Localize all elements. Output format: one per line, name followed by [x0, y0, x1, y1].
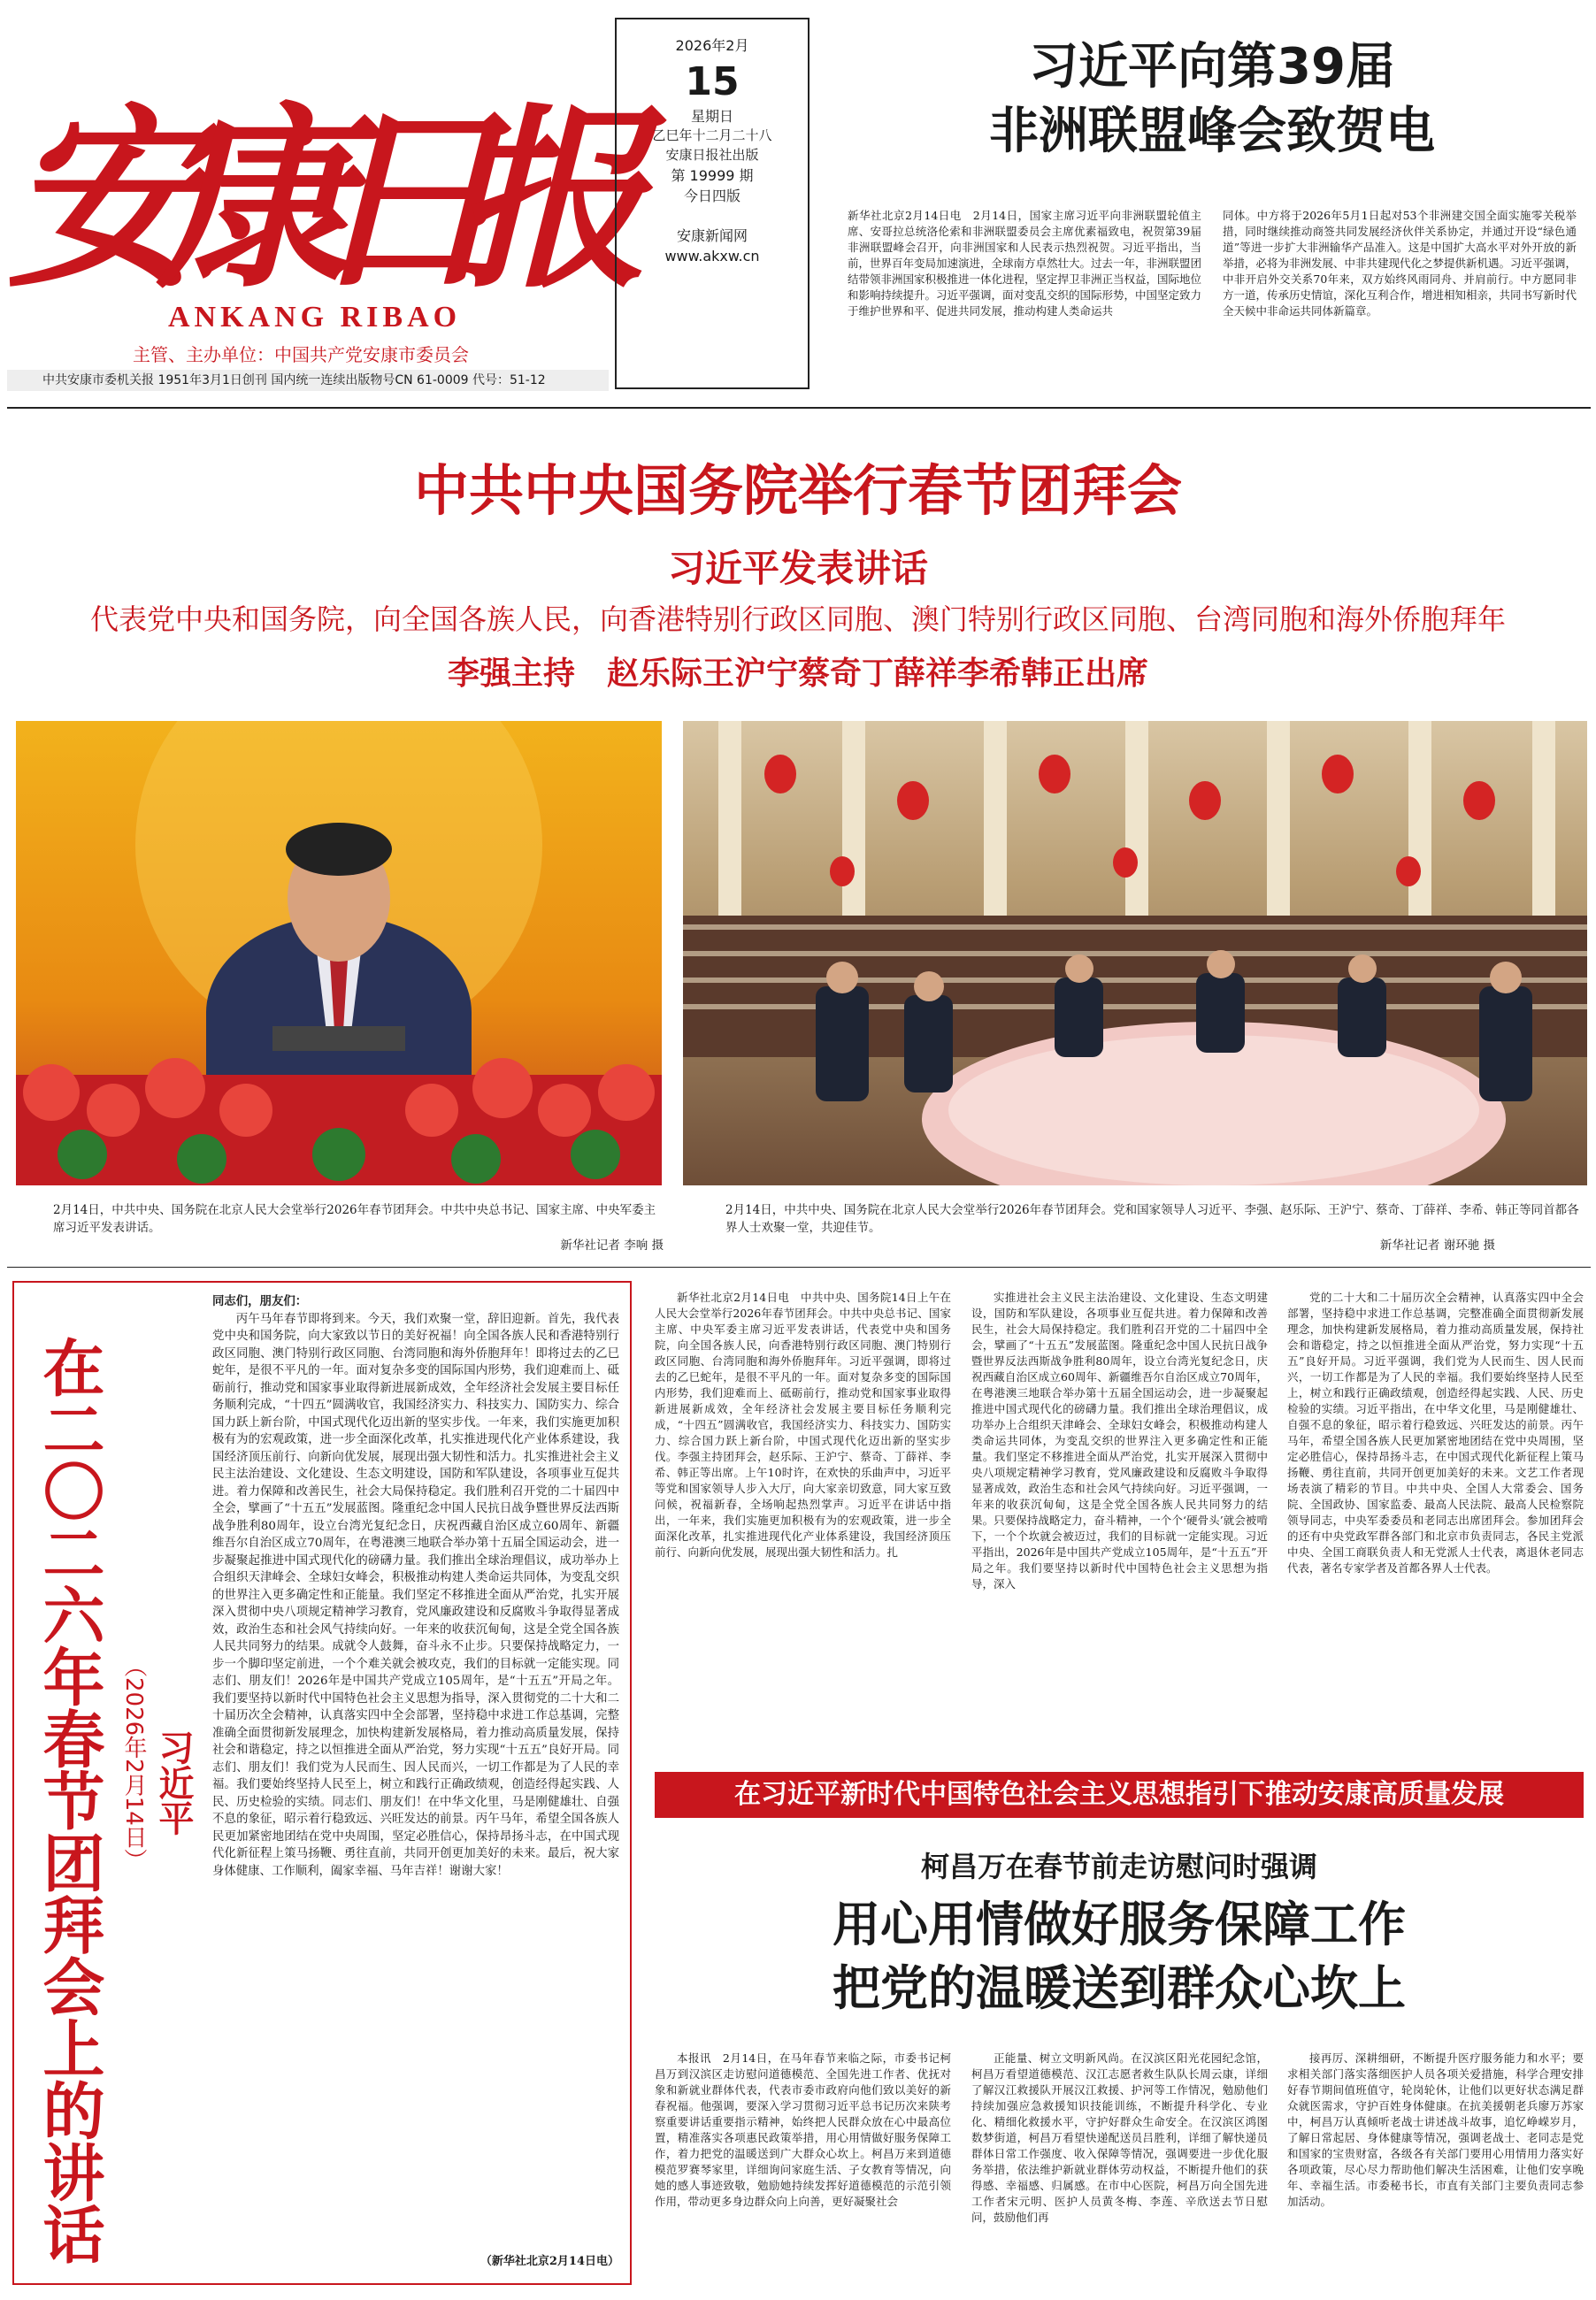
- top-story-col1: 新华社北京2月14日电 2月14日，国家主席习近平向非洲联盟轮值主席、安哥拉总统洛伦索和非洲联盟委员会主席优素福致电，祝贺第39届非洲联盟峰会召开，向非洲国家和人民表示热烈祝贺。习近平指出，当前，世界百年变局加速演进，全球南方卓然壮大。过去一年，非洲联盟团结带领非洲国家积极推进一体化进程，坚定捍卫非洲正当权益，国际地位和影响持续提升。习近平强调，面对变乱交织的国际形势，中国坚定致力于维护世界和平、促进共同发展，推动构建人类命运共: [848, 209, 1201, 318]
- local-headline-line2: 把党的温暖送到群众心坎上: [833, 1960, 1406, 2016]
- main-subheadline-3: 李强主持 赵乐际王沪宁蔡奇丁薛祥李希韩正出席: [447, 656, 1148, 692]
- masthead-sponsor: 主管、主办单位：中国共产党安康市委员会: [133, 344, 469, 365]
- speech-greeting: 同志们，朋友们：: [212, 1294, 308, 1308]
- date-weekday: 星期日: [690, 107, 733, 125]
- photo-rule: [7, 1267, 1591, 1268]
- date-publisher: 安康日报社出版: [665, 146, 759, 163]
- top-story-headline: [849, 35, 1575, 165]
- masthead-info-strip: 中共安康市委机关报 1951年3月1日创刊 国内统一连续出版物号CN 61-0009 代号：51-12: [7, 370, 609, 391]
- caption-right-text: 2月14日，中共中央、国务院在北京人民大会堂举行2026年春节团拜会。党和国家领导人习近平、李强、赵乐际、王沪宁、蔡奇、丁薛祥、李希、韩正等同首都各界人士欢聚一堂，共迎佳节。: [725, 1203, 1579, 1235]
- logo-char-3: 日: [308, 85, 495, 314]
- main-subheadline-1: 习近平发表讲话: [667, 547, 928, 590]
- speech-body: 丙午马年春节即将到来。今天，我们欢聚一堂，辞旧迎新。首先，我代表党中央和国务院，向大家致以节日的美好祝福！向全国各族人民和香港特别行政区同胞、澳门特别行政区同胞、台湾同胞和海外侨胞拜年！即将过去的乙巳蛇年，是很不平凡的一年。面对复杂多变的国际国内形势，我们迎难而上、砥砺前行，推动党和国家事业取得新进展新成效，全年经济社会发展主要目标任务顺利完成，“十四五”圆满收官，我国经济实力、科技实力、国防实力、综合国力跃上新台阶，中国式现代化迈出新的坚实步伐。一年来，我们实施更加积极有为的宏观政策，进一步全面深化改革，扎实推进现代化产业体系建设，我国经济顶压前行、向新向优发展，展现出强大韧性和活力。扎实推进社会主义民主法治建设、文化建设、生态文明建设，国防和军队建设，各项事业互促共进。着力保障和改善民生，社会大局保持稳定。我们胜利召开党的二十届四中全会，擘画了“十五五”发展蓝图。隆重纪念中国人民抗日战争暨世界反法西斯战争胜利80周年，设立台湾光复纪念日，庆祝西藏自治区成立60周年、新疆维吾尔自治区成立70周年，在粤港澳三地联合举办第十五届全国运动会，进一步凝聚起推进中国式现代化的磅礴力量。我们推出全球治理倡议，成功举办上合组织天津峰会、全球妇女峰会，积极推动构建人类命运共同体，为变乱交织的世界注入更多确定性和正能量。我们坚定不移推进全面从严治党，扎实开展深入贯彻中央八项规定精神学习教育，党风廉政建设和反腐败斗争取得显著成效，政治生态和社会风气持续向好。一年来的收获沉甸甸，这是全党全国各族人民共同努力的结果。成就令人鼓舞，奋斗永不止步。只要保持战略定力，一步一个脚印坚定前进，一个个难关就会被攻克，我们的目标就一定能实现。同志们、朋友们！2026年是中国共产党成立105周年，是“十五五”开局之年。我们要坚持以新时代中国特色社会主义思想为指导，深入贯彻党的二十大和二十届历次全会精神，认真落实四中全会部署，坚持稳中求进工作总基调，完整准确全面贯彻新发展理念，加快构建新发展格局，着力推动高质量发展，保持社会和谐稳定，持之以恒推进全面从严治党，努力实现“十五五”良好开局。同志们、朋友们！我们党为人民而生、因人民而兴，一切工作都是为了人民的幸福。我们要始终坚持人民至上，树立和践行正确政绩观，创造经得起实践、人民、历史检验的实绩。同志们、朋友们！在中华文化里，马是刚健雄壮、自强不息的象征，昭示着行稳致远、兴旺发达的前景。丙午马年，希望全国各族人民更加紧密地团结在党中央周围，坚定必胜信心，保持昂扬斗志，在中国式现代化新征程上策马扬鞭、勇往直前，共同开创更加美好的未来。最后，祝大家身体健康、工作顺利，阖家幸福、马年吉祥！谢谢大家！: [212, 1312, 619, 1878]
- local-story-col3: 接再厉、深耕细研，不断提升医疗服务能力和水平；要求相关部门落实落细医护人员各项关爱措施，科学合理安排好春节期间值班值守，轮岗轮休，让他们以更好状态满足群众就医需求，守护百姓身体健康。在抗美援朝老兵廖万苏家中，柯昌万认真倾听老战士讲述战斗故事，追忆峥嵘岁月，了解日常起居、身体健康等情况，强调老战士、老同志是党和国家的宝贵财富，各级各有关部门要用心用情用力落实好各项政策，尽心尽力帮助他们解决生活困难，让他们安享晚年、幸福生活。市委秘书长，市直有关部门主要负责同志参加活动。: [1287, 2051, 1584, 2208]
- caption-left: [53, 1201, 664, 1254]
- masthead-rule: [7, 407, 1591, 409]
- main-headline: 中共中央国务院举行春节团拜会: [413, 458, 1182, 523]
- caption-right-credit: 新华社记者 谢环驰 摄: [1379, 1238, 1495, 1253]
- date-issue: 第 19999 期: [671, 166, 754, 184]
- masthead-pinyin: ANKANG RIBAO: [168, 301, 462, 334]
- logo-char-4: 报: [454, 85, 641, 314]
- top-headline-line1: 习近平向第39届: [1029, 38, 1395, 96]
- photo-hall: [683, 721, 1587, 1185]
- main-story-col3: 党的二十大和二十届历次全会精神，认真落实四中全会部署，坚持稳中求进工作总基调，完整准确全面贯彻新发展理念，加快构建新发展格局，着力推动高质量发展，保持社会和谐稳定，持之以恒推进全面从严治党，努力实现“十五五”良好开局。习近平强调，我们党为人民而生、因人民而兴，一切工作都是为了人民的幸福。我们要始终坚持人民至上，树立和践行正确政绩观，创造经得起实践、人民、历史检验的实绩。习近平指出，在中华文化里，马是刚健雄壮、自强不息的象征，昭示着行稳致远、兴旺发达的前景。丙午马年，希望全国各族人民更加紧密地团结在党中央周围，坚定必胜信心，保持昂扬斗志，在中国式现代化新征程上策马扬鞭、勇往直前，共同开创更加美好的未来。文艺工作者现场表演了精彩的节目。中共中央、全国人大常委会、国务院、全国政协、国家监委、最高人民法院、最高人民检察院领导同志，中央军委委员和老同志出席团拜会。参加团拜会的还有中央党政军群各部门和北京市负责同志，各民主党派中央、全国工商联负责人和无党派人士代表，离退休老同志代表，著名专家学者及首都各界人士代表。: [1287, 1291, 1584, 1575]
- main-subheadline-2: 代表党中央和国务院，向全国各族人民，向香港特别行政区同胞、澳门特别行政区同胞、台湾同胞和海外侨胞拜年: [89, 602, 1506, 636]
- speech-author: 习近平: [153, 1729, 194, 1836]
- logo-char-1: 安: [7, 85, 194, 314]
- masthead-logo: [7, 35, 641, 314]
- date-year-month: 2026年2月: [675, 37, 749, 54]
- photo-hall-image: [683, 721, 1587, 1185]
- photo-speaker: [16, 721, 662, 1185]
- speech-title: 在二〇二六年春节团拜会上的讲话: [33, 1336, 105, 2265]
- caption-left-credit: 新华社记者 李响 摄: [560, 1238, 664, 1253]
- speech-text: [212, 1293, 619, 2249]
- logo-char-2: 康: [157, 85, 344, 314]
- local-story-col1: 本报讯 2月14日，在马年春节来临之际，市委书记柯昌万到汉滨区走访慰问道德模范、全国先进工作者、优抚对象和新就业群体代表，代表市委市政府向他们致以美好的新春祝福。他强调，要深入学习贯彻习近平总书记历次来陕考察重要讲话重要指示精神，始终把人民群众放在心中最高位置，精准落实各项惠民政策举措，用心用情做好服务保障工作，着力把党的温暖送到广大群众心坎上。柯昌万来到道德模范罗赛琴家里，详细询问家庭生活、子女教育等情况，向她的感人事迹致敬，勉励她持续发挥好道德模范的示范引领作用，带动更多身边群众向上向善，更好凝聚社会: [655, 2051, 951, 2208]
- local-headline-line1: 用心用情做好服务保障工作: [833, 1897, 1406, 1952]
- top-headline-line2: 非洲联盟峰会致贺电: [989, 102, 1435, 160]
- main-story-col2: 实推进社会主义民主法治建设、文化建设、生态文明建设，国防和军队建设，各项事业互促共进。着力保障和改善民生，社会大局保持稳定。我们胜利召开党的二十届四中全会，擘画了“十五五”发展蓝图。隆重纪念中国人民抗日战争暨世界反法西斯战争胜利80周年，设立台湾光复纪念日，庆祝西藏自治区成立60周年、新疆维吾尔自治区成立70周年，在粤港澳三地联合举办第十五届全国运动会，进一步凝聚起推进中国式现代化的磅礴力量。我们推出全球治理倡议，成功举办上合组织天津峰会、全球妇女峰会，积极推动构建人类命运共同体，为变乱交织的世界注入更多确定性和正能量。我们坚定不移推进全面从严治党，扎实开展深入贯彻中央八项规定精神学习教育，党风廉政建设和反腐败斗争取得显著成效，政治生态和社会风气持续向好。习近平强调，一年来的收获沉甸甸，这是全党全国各族人民共同努力的结果。只要保持战略定力，奋斗精神，一个个‘硬骨头’就会被啃下，一个个坎就会被迈过，我们的目标就一定能实现。习近平指出，2026年是中国共产党成立105周年，是“十五五”开局之年。我们要坚持以新时代中国特色社会主义思想为指导，深入: [971, 1291, 1268, 1591]
- date-pages: 今日四版: [683, 187, 740, 204]
- caption-right: [725, 1201, 1584, 1254]
- main-story-col1: 新华社北京2月14日电 中共中央、国务院14日上午在人民大会堂举行2026年春节团拜会。中共中央总书记、国家主席、中央军委主席习近平发表讲话，代表党中央和国务院，向全国各族人民，向香港特别行政区同胞、澳门特别行政区同胞、台湾同胞和海外侨胞拜年。习近平强调，即将过去的乙巳蛇年，是很不平凡的一年。面对复杂多变的国际国内形势，我们迎难而上、砥砺前行，推动党和国家事业取得新进展新成效，全年经济社会发展主要目标任务顺利完成，“十四五”圆满收官，我国经济实力、科技实力、国防实力、综合国力跃上新台阶，中国式现代化迈出新的坚实步伐。李强主持团拜会，赵乐际、王沪宁、蔡奇、丁薛祥、李希、韩正等出席。上午10时许，在欢快的乐曲声中，习近平等党和国家领导人步入大厅，向大家亲切致意，同大家互致问候，祝福新春，全场响起热烈掌声。习近平在讲话中指出，一年来，我们实施更加积极有为的宏观政策，进一步全面深化改革，扎实推进现代化产业体系建设，我国经济顶压前行、向新向优发展，展现出强大韧性和活力。扎: [655, 1291, 951, 1559]
- local-story-headline: [655, 1893, 1584, 2020]
- date-box: [615, 18, 810, 389]
- date-lunar: 乙巳年十二月二十八: [652, 127, 772, 144]
- top-story-col2: 同体。中方将于2026年5月1日起对53个非洲建交国全面实施零关税举措，同时继续推动商签共同发展经济伙伴关系协定，并通过开设“绿色通道”等进一步扩大非洲输华产品准入。这是中国扩大高水平对外开放的新举措，必将为非洲发展、中非共建现代化之梦提供新机遇。习近平强调，中非开启外交关系70年来，双方始终风雨同舟、并肩前行。中方愿同非方一道，传承历史情谊，深化互利合作，增进相知相亲，共同书写新时代全天候中非命运共同体新篇章。: [1223, 209, 1577, 318]
- caption-left-text: 2月14日，中共中央、国务院在北京人民大会堂举行2026年春节团拜会。中共中央总书记、国家主席、中央军委主席习近平发表讲话。: [53, 1203, 656, 1235]
- date-day: 15: [685, 59, 740, 105]
- photo-speaker-image: [16, 721, 662, 1185]
- speech-source: （新华社北京2月14日电）: [480, 2255, 619, 2268]
- speech-date: （2026年2月14日）: [120, 1654, 147, 1872]
- site-name: 安康新闻网: [676, 227, 748, 245]
- local-story-col2: 正能量、树立文明新风尚。在汉滨区阳光花园纪念馆，柯昌万看望道德模范、汉江志愿者救生队队长周云康，详细了解汉江救援队开展汉江救援、护河等工作情况，勉励他们持续加强应急救援知识技能训练，不断提升科学化、专业化、精细化救援水平，守护好群众生命安全。在汉滨区鸿图数梦街道，柯昌万看望快递配送员吕胜利，详细了解快递员群体日常工作强度、收入保障等情况，强调要进一步优化服务举措，依法维护新就业群体劳动权益，不断提升他们的获得感、幸福感、归属感。在市中心医院，柯昌万向全国先进工作者宋元明、医护人员黄冬梅、李莲、辛欣送去节日慰问，鼓励他们再: [971, 2051, 1268, 2224]
- site-url[interactable]: www.akxw.cn: [664, 248, 760, 265]
- theme-banner: 在习近平新时代中国特色社会主义思想指引下推动安康高质量发展: [655, 1772, 1584, 1818]
- local-story-kicker: 柯昌万在春节前走访慰问时强调: [920, 1850, 1317, 1883]
